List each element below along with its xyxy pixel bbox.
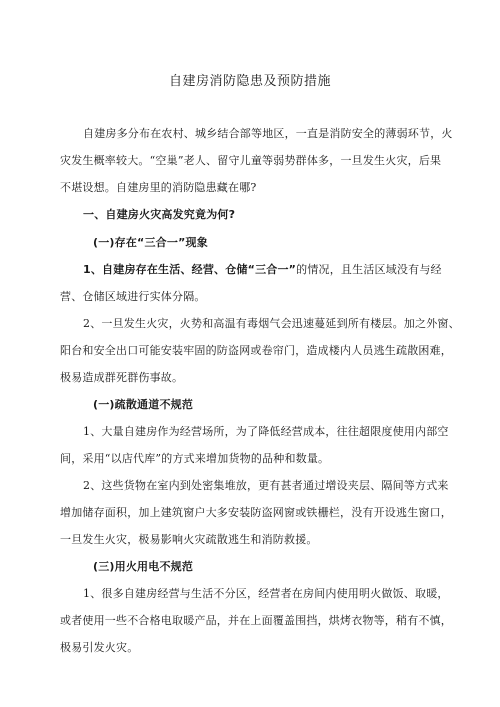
subsection-heading: (一)疏散通道不规范 (93, 398, 194, 411)
paragraph-line: 自建房多分布在农村、城乡结合部等地区，一直是消防安全的薄弱环节，火 (83, 127, 453, 140)
subsection-heading: (三)用火用电不规范 (93, 560, 194, 573)
paragraph-line: 极易引发火灾。 (60, 641, 139, 654)
paragraph-line: 2、这些货物在室内到处密集堆放，更有甚者通过增设夹层、隔间等方式来 (83, 479, 449, 492)
subsection-heading: (一)存在“三合一”现象 (93, 236, 208, 249)
paragraph-line: 2、一旦发生火灾，火势和高温有毒烟气会迅速蔓延到所有楼层。加之外窗、 (83, 317, 460, 330)
paragraph-line: 增加储存面积，加上建筑窗户大多安装防盗网窗或铁栅栏，没有开设逃生窗口， (60, 506, 452, 519)
paragraph-line: 或者使用一些不合格电取暖产品，并在上面覆盖围挡，烘烤衣物等，稍有不慎， (60, 614, 452, 627)
paragraph-line: 营、仓储区域进行实体分隔。 (60, 290, 206, 303)
paragraph-line: 1、很多自建房经营与生活不分区，经营者在房间内使用明火做饭、取暖， (83, 587, 449, 600)
paragraph-line: 极易造成群死群伤事故。 (60, 371, 184, 384)
paragraph-line (83, 261, 442, 277)
paragraph-line: 阳台和安全出口可能安装牢固的防盗网或卷帘门，造成楼内人员逃生疏散困难， (60, 344, 452, 357)
document-title: 自建房消防隐患及预防措施 (168, 74, 331, 89)
paragraph-line: 灾发生概率较大。“空巢”老人、留守儿童等弱势群体多，一旦发生火灾，后果 (60, 154, 442, 167)
paragraph-line: 不堪设想。自建房里的消防隐患藏在哪? (60, 181, 257, 194)
paragraph-line: 间，采用“以店代库”的方式来增加货物的品种和数量。 (60, 452, 330, 465)
paragraph-text: 的情况，且生活区域没有与经 (296, 263, 442, 276)
section-heading: 一、自建房火灾高发究竟为何? (83, 208, 236, 221)
paragraph-line: 一旦发生火灾，极易影响火灾疏散逃生和消防救援。 (60, 533, 318, 546)
paragraph-line: 1、大量自建房作为经营场所，为了降低经营成本，往往超限度使用内部空 (83, 425, 449, 438)
bold-lead-text: 1、自建房存在生活、经营、仓储“三合一” (83, 263, 297, 276)
